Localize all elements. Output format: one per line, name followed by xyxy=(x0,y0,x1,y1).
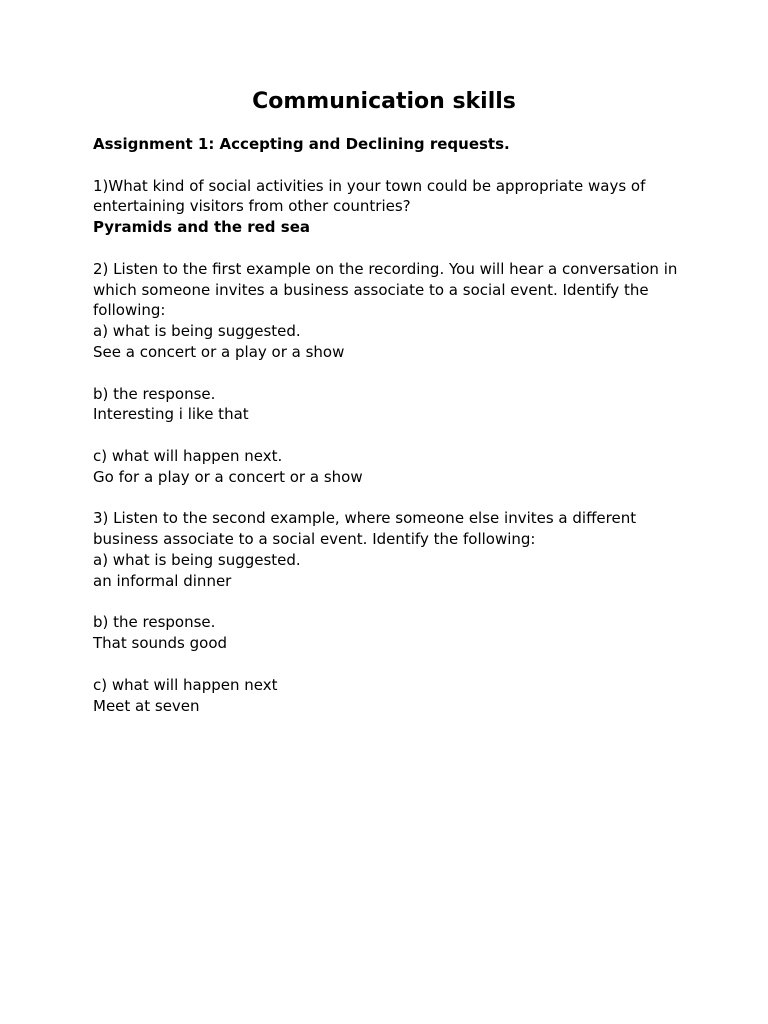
assignment-heading: Assignment 1: Accepting and Declining requests. xyxy=(93,135,510,153)
blank-line xyxy=(93,155,693,176)
blank-line xyxy=(93,488,693,509)
blank-line xyxy=(93,592,693,613)
blank-line xyxy=(93,425,693,446)
question-3c-answer: Meet at seven xyxy=(93,696,200,715)
question-1-answer: Pyramids and the red sea xyxy=(93,218,310,237)
question-3a-prompt: a) what is being suggested. xyxy=(93,550,301,569)
question-3b-prompt: b) the response. xyxy=(93,613,216,632)
question-2b-prompt: b) the response. xyxy=(93,384,216,403)
question-2b-answer: Interesting i like that xyxy=(93,405,249,424)
question-2-line-2: which someone invites a business associate to a social event. Identify the xyxy=(93,280,649,299)
blank-line xyxy=(93,363,693,384)
question-2-line-3: following: xyxy=(93,301,166,320)
question-2a-answer: See a concert or a play or a show xyxy=(93,342,345,361)
blank-line xyxy=(93,654,693,675)
document-title: Communication skills xyxy=(252,89,516,114)
question-2c-answer: Go for a play or a concert or a show xyxy=(93,467,363,486)
question-2-line-1: 2) Listen to the first example on the recording. You will hear a conversation in xyxy=(93,259,678,278)
question-1-line-2: entertaining visitors from other countries? xyxy=(93,197,411,216)
question-3-line-2: business associate to a social event. Identify the following: xyxy=(93,530,536,549)
question-3c-prompt: c) what will happen next xyxy=(93,675,278,694)
question-3b-answer: That sounds good xyxy=(93,634,228,653)
blank-line xyxy=(93,238,693,259)
question-1-line-1: 1)What kind of social activities in your town could be appropriate ways of xyxy=(93,176,646,195)
question-3-line-1: 3) Listen to the second example, where someone else invites a different xyxy=(93,509,637,528)
question-3a-answer: an informal dinner xyxy=(93,571,232,590)
question-2c-prompt: c) what will happen next. xyxy=(93,446,283,465)
question-2a-prompt: a) what is being suggested. xyxy=(93,322,301,341)
document-body xyxy=(93,134,693,716)
